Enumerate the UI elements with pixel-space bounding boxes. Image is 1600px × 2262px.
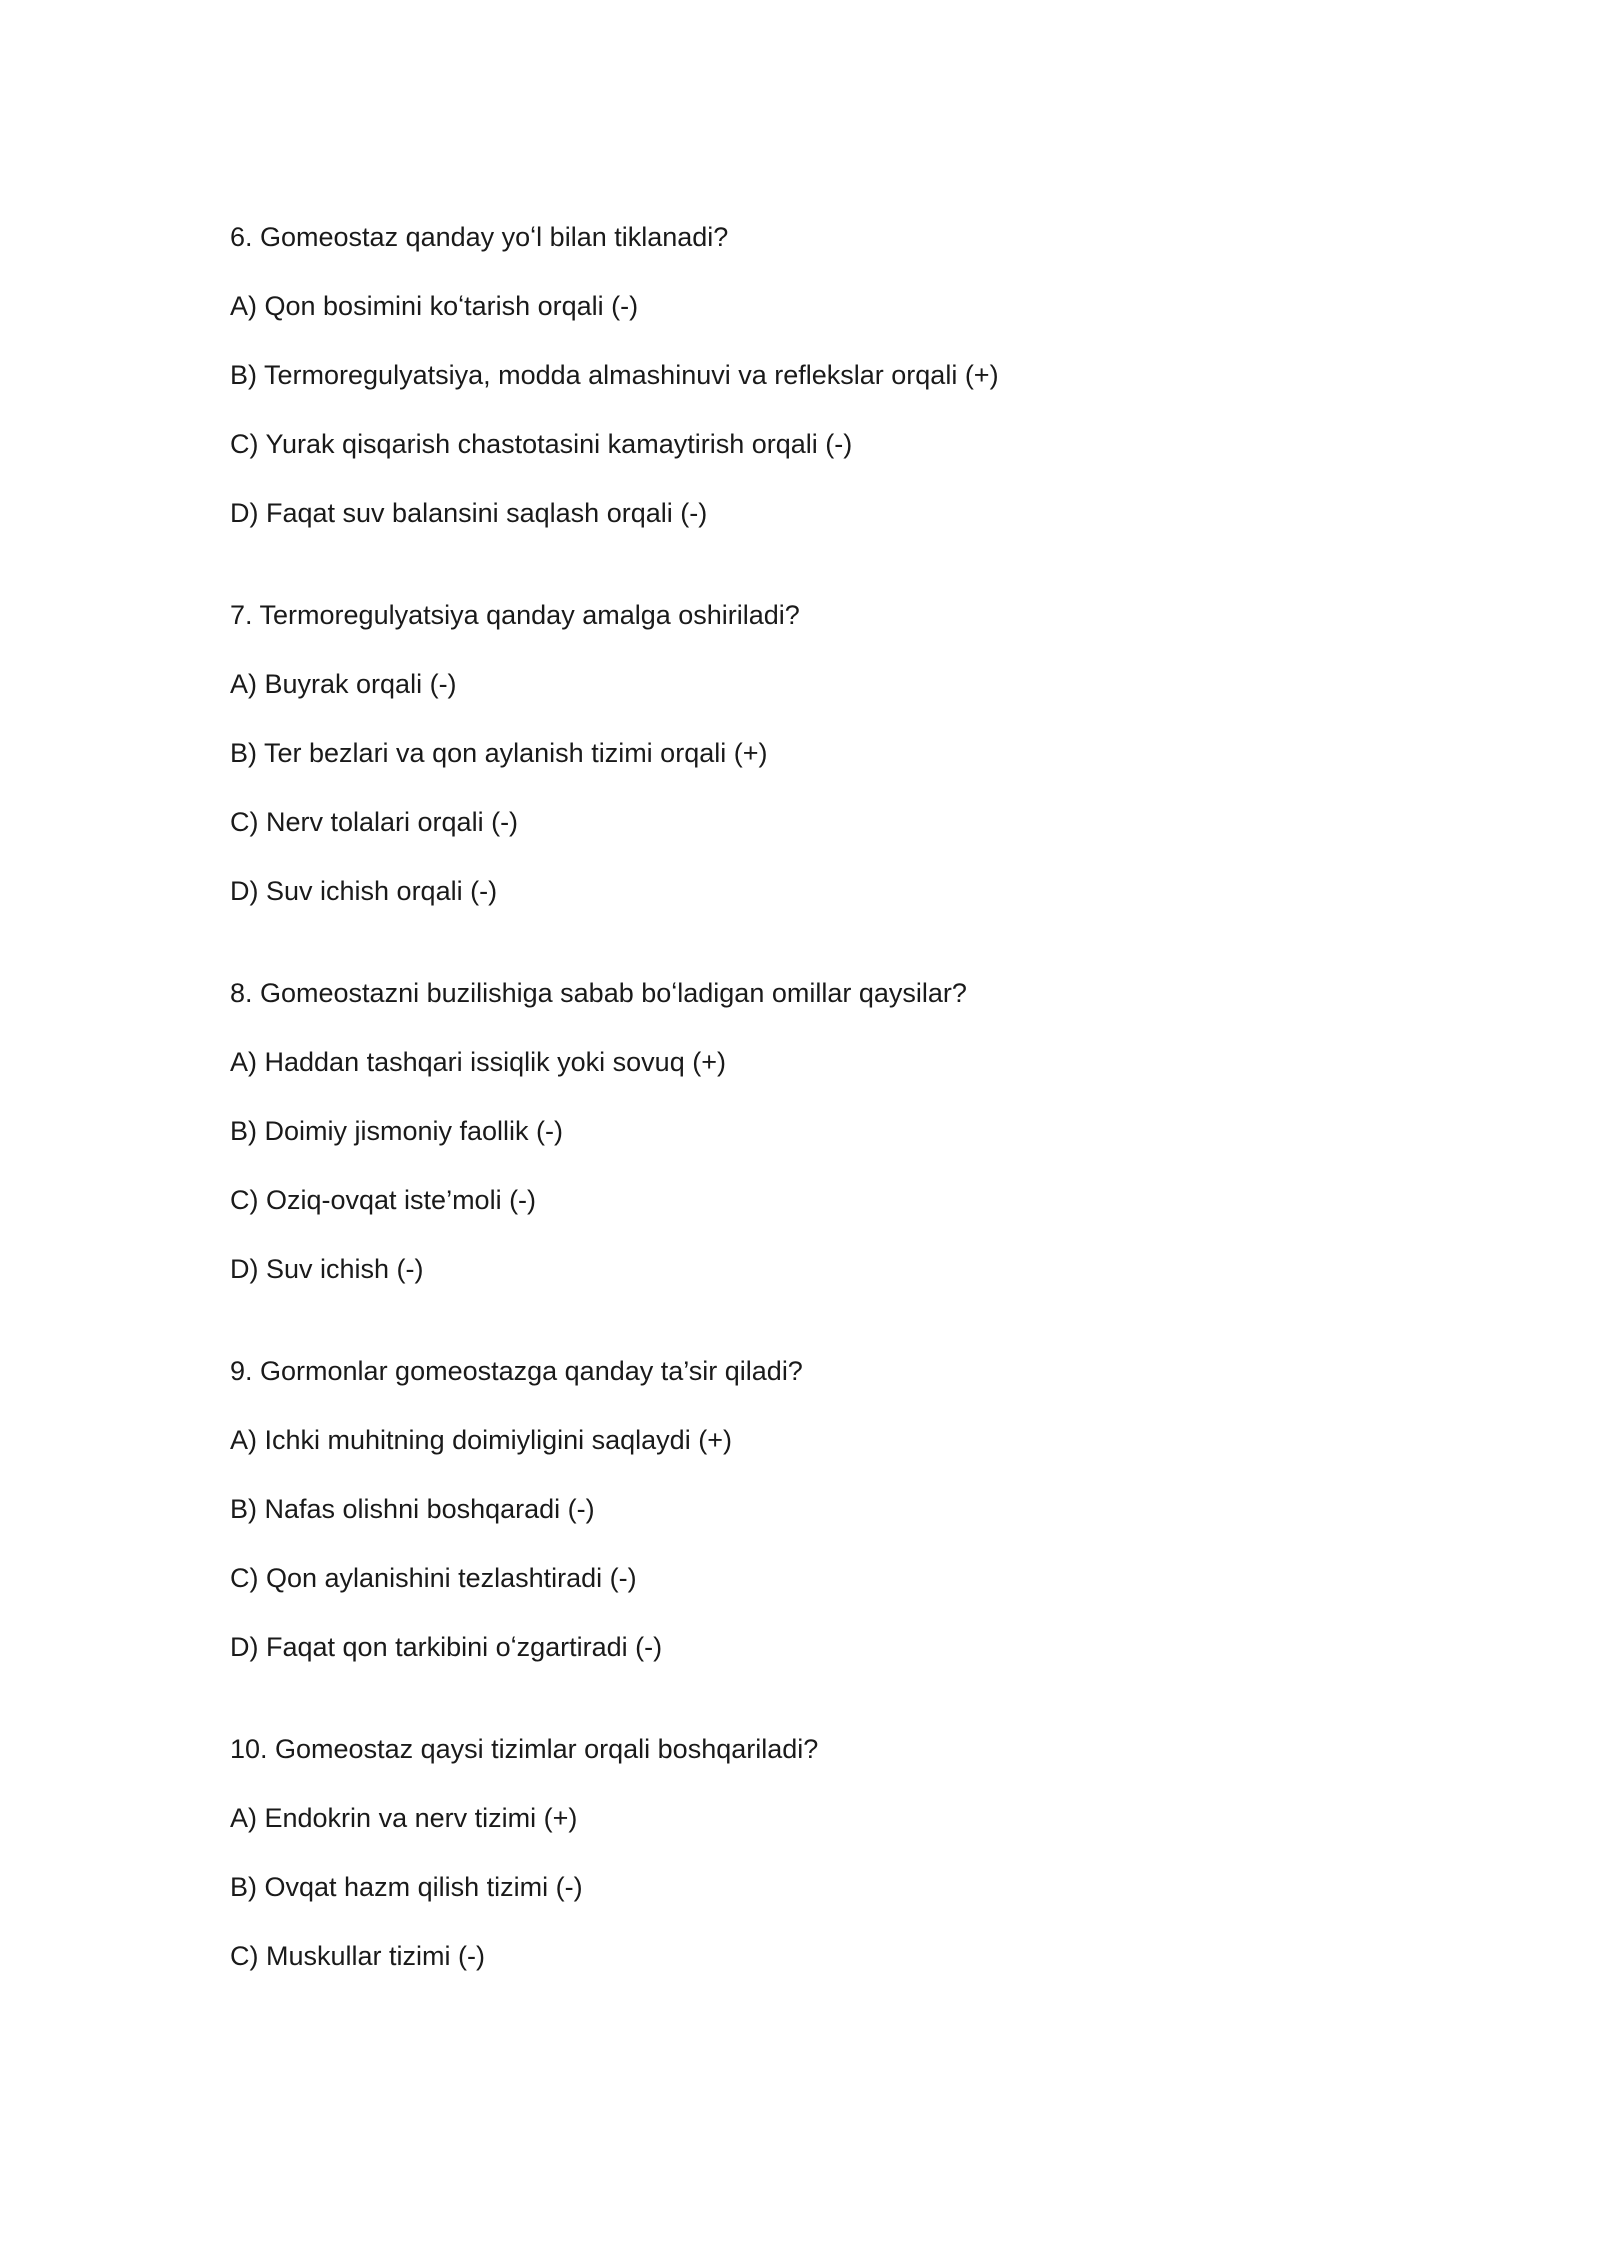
answer-option: C) Nerv tolalari orqali (-)	[230, 807, 519, 837]
answer-option: B) Nafas olishni boshqaradi (-)	[230, 1494, 595, 1524]
question-text: 6. Gomeostaz qanday yoʻl bilan tiklanadi?	[230, 222, 729, 252]
answer-option: C) Qon aylanishini tezlashtiradi (-)	[230, 1563, 637, 1593]
answer-option: A) Ichki muhitning doimiyligini saqlaydi (+)	[230, 1425, 732, 1455]
question-8	[230, 976, 1430, 1286]
answer-option: A) Buyrak orqali (-)	[230, 669, 457, 699]
question-text: 9. Gormonlar gomeostazga qanday ta’sir qiladi?	[230, 1356, 803, 1386]
question-10	[230, 1732, 1430, 1973]
answer-option: D) Suv ichish (-)	[230, 1254, 424, 1284]
answer-option: A) Endokrin va nerv tizimi (+)	[230, 1803, 578, 1833]
question-6	[230, 220, 1430, 530]
quiz-content	[230, 220, 1430, 2041]
answer-option: D) Suv ichish orqali (-)	[230, 876, 498, 906]
answer-option: C) Muskullar tizimi (-)	[230, 1941, 485, 1971]
answer-option: A) Qon bosimini koʻtarish orqali (-)	[230, 291, 639, 321]
question-text: 7. Termoregulyatsiya qanday amalga oshiriladi?	[230, 600, 800, 630]
question-text: 8. Gomeostazni buzilishiga sabab boʻladigan omillar qaysilar?	[230, 978, 967, 1008]
answer-option: A) Haddan tashqari issiqlik yoki sovuq (+)	[230, 1047, 726, 1077]
answer-option: B) Termoregulyatsiya, modda almashinuvi va reflekslar orqali (+)	[230, 360, 999, 390]
answer-option: B) Ter bezlari va qon aylanish tizimi orqali (+)	[230, 738, 768, 768]
question-text: 10. Gomeostaz qaysi tizimlar orqali boshqariladi?	[230, 1734, 819, 1764]
answer-option: B) Doimiy jismoniy faollik (-)	[230, 1116, 564, 1146]
answer-option: D) Faqat suv balansini saqlash orqali (-)	[230, 498, 708, 528]
answer-option: D) Faqat qon tarkibini oʻzgartiradi (-)	[230, 1632, 663, 1662]
answer-option: C) Yurak qisqarish chastotasini kamaytirish orqali (-)	[230, 429, 853, 459]
answer-option: B) Ovqat hazm qilish tizimi (-)	[230, 1872, 583, 1902]
answer-option: C) Oziq-ovqat iste’moli (-)	[230, 1185, 537, 1215]
question-7	[230, 598, 1430, 908]
question-9	[230, 1354, 1430, 1664]
